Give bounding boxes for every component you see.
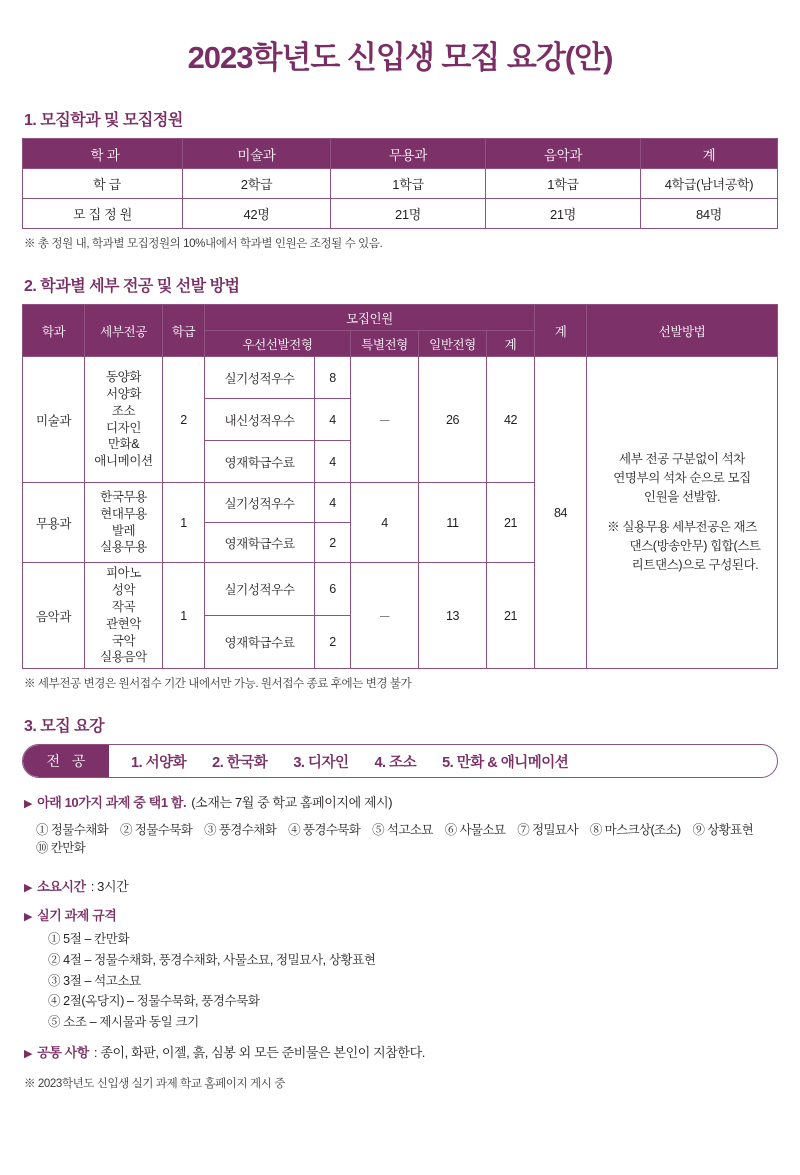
cell-priority-count-music-2: 2 [315,616,351,669]
cell-grade-art: 2 [163,357,205,483]
page-title: 2023학년도 신입생 모집 요강(안) [187,40,613,75]
major-item-1: 1. 서양화 [131,754,187,771]
cell-priority-label-dance-1: 실기성적우수 [205,483,315,523]
method-line-3: 인원을 선발함. [643,490,721,505]
cell-class-music: 1학급 [486,169,641,199]
cell-major-dance: 무용과 [23,483,85,563]
cell-grand-total: 84 [535,357,587,669]
section1-note: ※ 총 정원 내, 학과별 모집정원의 10%내에서 학과별 인원은 조정될 수 있음. [24,238,383,250]
cell-grade-music: 1 [163,563,205,669]
triangle-bullet-icon: ▶ [24,1048,33,1061]
cell-grade-dance: 1 [163,483,205,563]
row-label-quota: 모 집 정 원 [23,199,183,229]
cell-priority-count-music-1: 6 [315,563,351,616]
duration-value: : 3시간 [90,879,129,895]
cell-quota-music: 21명 [486,199,641,229]
spec-item: ① 5절 – 칸만화 [48,932,130,947]
cell-special-dance: 4 [351,483,419,563]
col-department: 학 과 [23,139,183,169]
cell-subtotal-dance: 21 [487,483,535,563]
triangle-bullet-icon: ▶ [24,911,33,924]
task-item: ① 정물수채화 [36,823,109,838]
cell-quota-art: 42명 [183,199,331,229]
task-item: ⑤ 석고소묘 [372,823,433,838]
spec-title: 실기 과제 규격 [37,908,117,924]
section1-heading: 1. 모집학과 및 모집정원 [24,112,183,129]
tasks-subtitle: (소재는 7월 중 학교 홈페이지에 제시) [191,795,393,811]
method-line-4: ※ 실용무용 세부전공은 재즈 [607,519,757,534]
col-major: 학과 [23,305,85,357]
col-art: 미술과 [183,139,331,169]
common-label: 공통 사항 [37,1045,89,1061]
task-list [36,820,778,856]
major-item-3: 3. 디자인 [293,754,349,771]
major-list-bar [22,744,778,778]
col-subtotal: 계 [487,331,535,357]
cell-major-music: 음악과 [23,563,85,669]
section2-heading: 2. 학과별 세부 전공 및 선발 방법 [24,278,240,295]
cell-quota-dance: 21명 [331,199,486,229]
col-selection-method: 선발방법 [587,305,778,357]
task-item: ⑦ 정밀묘사 [517,823,578,838]
table-row [23,357,778,399]
task-item: ③ 풍경수채화 [204,823,277,838]
cell-subtotal-music: 21 [487,563,535,669]
table-row [23,169,778,199]
cell-general-dance: 11 [419,483,487,563]
cell-priority-label-music-2: 영재학급수료 [205,616,315,669]
cell-subtotal-art: 42 [487,357,535,483]
method-line-5: 댄스(방송안무) 힙합(스트 [629,539,761,553]
spec-list [48,929,778,1032]
table-header-row [23,139,778,169]
cell-selection-method [587,357,778,669]
major-bar-label: 전 공 [23,745,109,777]
col-total: 계 [641,139,778,169]
major-bar-items [109,751,777,772]
cell-quota-total: 84명 [641,199,778,229]
col-general: 일반전형 [419,331,487,357]
col-priority: 우선선발전형 [205,331,351,357]
cell-general-art: 26 [419,357,487,483]
cell-sub-major-art: 동양화 서양화 조소 디자인 만화& 애니메이션 [85,357,163,483]
cell-priority-label-art-1: 실기성적우수 [205,357,315,399]
cell-general-music: 13 [419,563,487,669]
col-dance: 무용과 [331,139,486,169]
spec-item: ② 4절 – 정물수채화, 풍경수채화, 사물소묘, 정밀묘사, 상황표현 [48,952,376,967]
cell-priority-count-art-2: 4 [315,399,351,441]
col-special: 특별전형 [351,331,419,357]
cell-priority-count-dance-1: 4 [315,483,351,523]
cell-priority-label-music-1: 실기성적우수 [205,563,315,616]
duration-line [24,876,778,895]
tasks-title-line [24,792,778,811]
cell-priority-count-dance-2: 2 [315,523,351,563]
task-item: ⑨ 상황표현 [692,823,754,838]
task-item: ② 정물수묵화 [120,823,193,838]
spec-title-line [24,905,778,924]
triangle-bullet-icon: ▶ [24,882,33,895]
col-grade: 학급 [163,305,205,357]
col-sub-major: 세부전공 [85,305,163,357]
duration-label: 소요시간 [37,879,86,895]
col-music: 음악과 [486,139,641,169]
cell-priority-count-art-1: 8 [315,357,351,399]
section2-note: ※ 세부전공 변경은 원서접수 기간 내에서만 가능. 원서접수 종료 후에는 변경 불가 [24,678,412,691]
method-line-6: 리트댄스)으로 구성된다. [631,558,759,573]
common-value: : 종이, 화판, 이젤, 흙, 심봉 외 모든 준비물은 본인이 지참한다. [93,1045,425,1061]
section3-footnote: ※ 2023학년도 신입생 실기 과제 학교 홈페이지 게시 중 [24,1078,285,1091]
triangle-bullet-icon: ▶ [24,798,33,811]
cell-class-total: 4학급(남녀공학) [641,169,778,199]
recruitment-quota-table [22,138,778,229]
col-grand-total: 계 [535,305,587,357]
spec-item: ③ 3절 – 석고소묘 [48,973,141,988]
cell-class-art: 2학급 [183,169,331,199]
cell-class-dance: 1학급 [331,169,486,199]
major-item-5: 5. 만화 & 애니메이션 [442,754,569,771]
spec-item: ⑤ 소조 – 제시물과 동일 크기 [48,1014,199,1029]
table-row [23,199,778,229]
major-item-2: 2. 한국화 [212,754,268,771]
cell-special-art: － [351,357,419,483]
cell-priority-label-art-3: 영재학급수료 [205,441,315,483]
cell-major-art: 미술과 [23,357,85,483]
method-line-2: 연명부의 석차 순으로 모집 [613,470,751,485]
col-recruit-count: 모집인원 [205,305,535,331]
section3-heading: 3. 모집 요강 [24,718,105,736]
major-selection-table [22,304,778,669]
cell-special-music: － [351,563,419,669]
task-item: ⑩ 칸만화 [36,841,86,856]
cell-sub-major-music: 피아노 성악 작곡 관현악 국악 실용음악 [85,563,163,669]
row-label-class: 학 급 [23,169,183,199]
task-item: ⑧ 마스크상(조소) [589,823,681,838]
cell-priority-count-art-3: 4 [315,441,351,483]
cell-priority-label-art-2: 내신성적우수 [205,399,315,441]
table-header-row [23,305,778,331]
task-item: ④ 풍경수묵화 [288,823,361,838]
method-line-1: 세부 전공 구분없이 석차 [619,451,745,466]
cell-priority-label-dance-2: 영재학급수료 [205,523,315,563]
spec-item: ④ 2절(옥당지) – 정물수묵화, 풍경수묵화 [48,994,260,1009]
task-item: ⑥ 사물소묘 [444,823,506,838]
major-item-4: 4. 조소 [374,754,417,771]
common-line [24,1042,778,1061]
cell-sub-major-dance: 한국무용 현대무용 발레 실용무용 [85,483,163,563]
tasks-title: 아래 10가지 과제 중 택1 함. [37,795,187,811]
